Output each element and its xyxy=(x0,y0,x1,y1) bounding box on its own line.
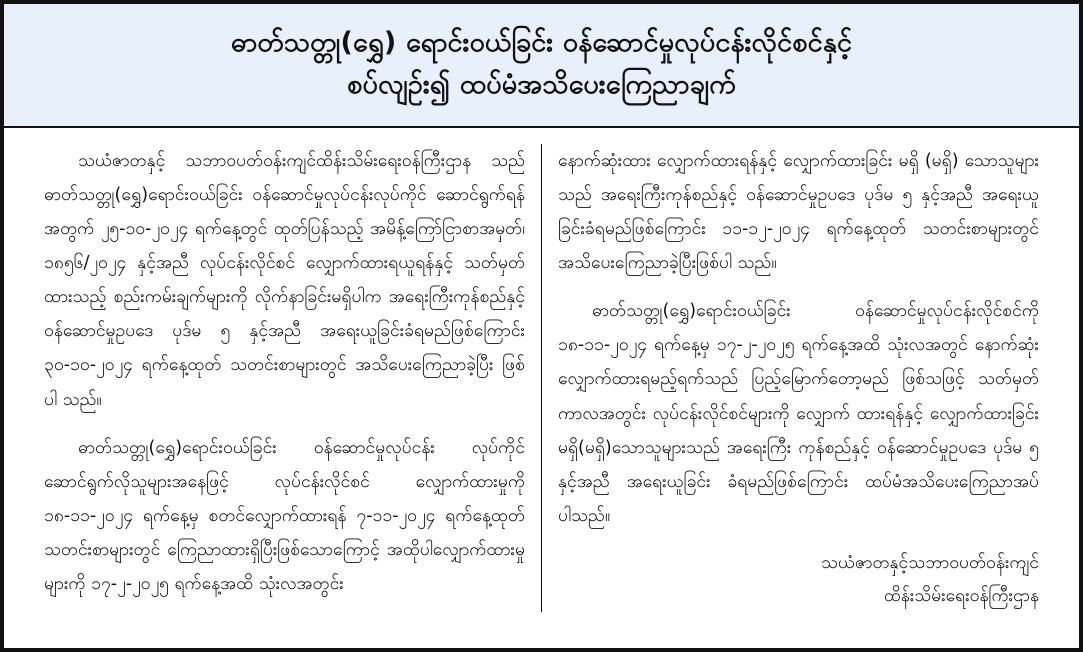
right-column xyxy=(542,144,1055,612)
paragraph: သယံဇာတနှင့် သဘာဝပတ်ဝန်းကျင်ထိန်းသိမ်းရေးဝန်ကြီးဌာန သည် ဓာတ်သတ္တု(ရွှေ)ရောင်းဝယ်ခြင်း ဝန်ဆောင်မှုလုပ်ငန်းလုပ်ကိုင် ဆောင်ရွက်ရန်အတွက် ၂၅-၁၀-၂၀၂၄ ရက်နေ့တွင် ထုတ်ပြန်သည့် အမိန့်ကြော်ငြာစာအမှတ်၊ ၁၈၅၆/၂၀၂၄ နှင့်အညီ လုပ်ငန်းလိုင်စင် လျှောက်ထားရယူရန်နှင့် သတ်မှတ်ထားသည့် စည်းကမ်းချက်များကို လိုက်နာခြင်းမရှိပါက အရေးကြီးကုန်စည်နှင့် ဝန်ဆောင်မှုဥပဒေ ပုဒ်မ ၅ နှင့်အညီ အရေးယူခြင်းခံရမည်ဖြစ်ကြောင်း ၃၀-၁၀-၂၀၂၄ ရက်နေ့ထုတ် သတင်းစာများတွင် အသိပေးကြေညာခဲ့ပြီး ဖြစ်ပါ သည်။ xyxy=(44,150,525,410)
signature-line-2: ထိန်းသိမ်းရေးဝန်ကြီးဌာန xyxy=(883,586,1039,607)
headline-block xyxy=(4,4,1079,128)
headline-line-2: စပ်လျဉ်း၍ ထပ်မံအသိပေးကြေညာချက် xyxy=(347,68,736,100)
signature-line-1: သယံဇာတနှင့်သဘာဝပတ်ဝန်းကျင် xyxy=(820,553,1039,574)
body-columns xyxy=(4,128,1079,622)
paragraph: နောက်ဆုံးထား လျှောက်ထားရန်နှင့် လျှောက်ထားခြင်း မရှိ (မရှိ) သောသူများသည် အရေးကြီးကုန်စည်နှင့် ဝန်ဆောင်မှုဥပဒေ ပုဒ်မ ၅ နှင့်အညီ အရေးယူခြင်းခံရမည်ဖြစ်ကြောင်း ၁၁-၁၂-၂၀၂၄ ရက်နေ့ထုတ် သတင်းစာများတွင် အသိပေးကြေညာခဲ့ပြီးဖြစ်ပါ သည်။ xyxy=(558,150,1039,274)
signature-block xyxy=(558,547,1039,614)
left-column xyxy=(28,144,542,612)
headline-line-1: ဓာတ်သတ္တု(ရွှေ) ရောင်းဝယ်ခြင်း ဝန်ဆောင်မှုလုပ်ငန်းလိုင်စင်နှင့် xyxy=(230,27,853,58)
paragraph: ဓာတ်သတ္တု(ရွှေ)ရောင်းဝယ်ခြင်း ဝန်ဆောင်မှုလုပ်ငန်းလိုင်စင်ကို ၁၈-၁၁-၂၀၂၄ ရက်နေ့မှ ၁၇-၂-၂၀၂၅ ရက်နေ့အထိ သုံးလအတွင် နောက်ဆုံးလျှောက်ထားရမည့်ရက်သည် ပြည့်မြောက်တော့မည် ဖြစ်သဖြင့် သတ်မှတ်ကာလအတွင်း လုပ်ငန်းလိုင်စင်များကို လျှောက် ထားရန်နှင့် လျှောက်ထားခြင်း မရှိ(မရှိ)သောသူများသည် အရေးကြီး ကုန်စည်နှင့် ဝန်ဆောင်မှုဥပဒေ ပုဒ်မ ၅ နှင့်အညီ အရေးယူခြင်း ခံရမည်ဖြစ်ကြောင်း ထပ်မံအသိပေးကြေညာအပ်ပါသည်။ xyxy=(558,301,1039,526)
paragraph: ဓာတ်သတ္တု(ရွှေ)ရောင်းဝယ်ခြင်း ဝန်ဆောင်မှုလုပ်ငန်း လုပ်ကိုင် ဆောင်ရွက်လိုသူများအနေဖြင့် လုပ်ငန်းလိုင်စင် လျှောက်ထားမှုကို ၁၈-၁၁-၂၀၂၄ ရက်နေ့မှ စတင်လျှောက်ထားရန် ၇-၁၁-၂၀၂၄ ရက်နေ့ထုတ် သတင်းစာများတွင် ကြေညာထားရှိပြီးဖြစ်သောကြောင့် အထိုပါလျှောက်ထားမှုများကို ၁၇-၂-၂၀၂၅ ရက်နေ့အထိ သုံးလအတွင်း xyxy=(44,437,525,595)
